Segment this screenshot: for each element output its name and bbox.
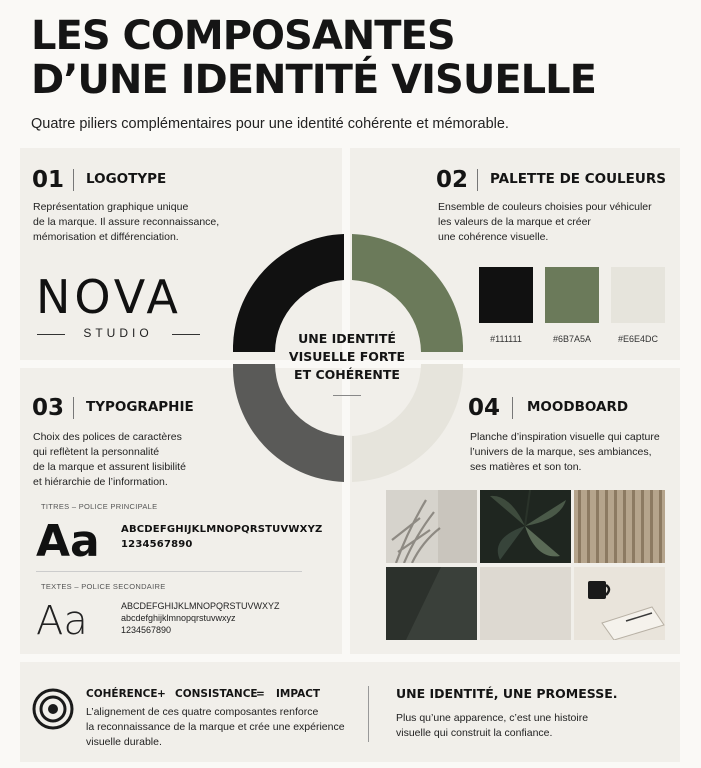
formula-equals: =	[256, 688, 265, 700]
title-line-2: D’UNE IDENTITÉ VISUELLE	[31, 57, 596, 103]
moodboard-number: 04	[468, 395, 501, 421]
logo-rule-right	[172, 334, 200, 335]
center-divider	[333, 395, 361, 396]
typography-description: Choix des polices de caractères qui reflètent la personnalité de la marque et assurent lisibilité et hiérarchie de l’information.	[33, 431, 186, 488]
typography-divider	[36, 571, 302, 572]
title-line-1: LES COMPOSANTES	[31, 13, 455, 59]
page-title	[31, 14, 596, 102]
moodboard-description: Planche d’inspiration visuelle qui capture l’univers de la marque, ses ambiances, ses matières et son ton.	[470, 431, 660, 473]
formula-plus: +	[157, 688, 166, 700]
logo-wordmark: NOVA	[36, 270, 182, 324]
color-swatch-beige	[611, 267, 665, 323]
color-code-beige: #E6E4DC	[617, 334, 659, 344]
moodboard-tile-wood-slats	[574, 490, 665, 563]
color-code-green: #6B7A5A	[552, 334, 592, 344]
palette-heading: PALETTE DE COULEURS	[490, 171, 666, 187]
logotype-number: 01	[32, 167, 65, 193]
color-code-black: #111111	[490, 334, 522, 344]
logo-subtitle: STUDIO	[83, 326, 153, 340]
formula-word-coherence: COHÉRENCE	[86, 688, 158, 700]
logotype-separator	[73, 169, 74, 191]
logotype-heading: LOGOTYPE	[86, 171, 167, 187]
primary-font-label: TITRES – POLICE PRINCIPALE	[41, 502, 158, 511]
color-swatch-green	[545, 267, 599, 323]
secondary-font-sample: Aa	[36, 598, 88, 644]
moodboard-separator	[512, 397, 513, 419]
secondary-font-glyphs: ABCDEFGHIJKLMNOPQRSTUVWXYZ abcdefghijklmnopqrstuvwxyz 1234567890	[121, 601, 280, 635]
promise-title: UNE IDENTITÉ, UNE PROMESSE.	[396, 686, 618, 701]
secondary-font-label: TEXTES – POLICE SECONDAIRE	[41, 582, 166, 591]
typography-heading: TYPOGRAPHIE	[86, 399, 194, 415]
typography-number: 03	[32, 395, 65, 421]
moodboard-tile-dark-wall	[386, 567, 477, 640]
moodboard-tile-leaf	[480, 490, 571, 563]
summary-divider	[368, 686, 369, 742]
promise-description: Plus qu’une apparence, c’est une histoire visuelle qui construit la confiance.	[396, 712, 589, 739]
moodboard-heading: MOODBOARD	[527, 399, 629, 415]
moodboard-tile-concrete-shadow	[386, 490, 477, 563]
moodboard-tile-mug-notebook	[574, 567, 665, 640]
color-swatch-black	[479, 267, 533, 323]
palette-description: Ensemble de couleurs choisies pour véhiculer les valeurs de la marque et créer une cohérence visuelle.	[438, 201, 652, 243]
primary-font-glyphs: ABCDEFGHIJKLMNOPQRSTUVWXYZ 1234567890	[121, 524, 323, 550]
primary-font-sample: Aa	[36, 516, 100, 567]
moodboard-tile-linen	[480, 567, 571, 640]
target-icon	[32, 688, 74, 730]
formula-word-consistance: CONSISTANCE	[175, 688, 258, 700]
palette-separator	[477, 169, 478, 191]
page-subtitle: Quatre piliers complémentaires pour une identité cohérente et mémorable.	[31, 116, 509, 132]
palette-number: 02	[436, 167, 469, 193]
formula-word-impact: IMPACT	[276, 688, 321, 700]
typography-separator	[73, 397, 74, 419]
center-statement: UNE IDENTITÉ VISUELLE FORTE ET COHÉRENTE	[288, 331, 406, 382]
logotype-description: Représentation graphique unique de la marque. Il assure reconnaissance, mémorisation et différenciation.	[33, 201, 220, 243]
summary-description: L’alignement de ces quatre composantes renforce la reconnaissance de la marque et crée une expérience visuelle durable.	[86, 706, 345, 748]
